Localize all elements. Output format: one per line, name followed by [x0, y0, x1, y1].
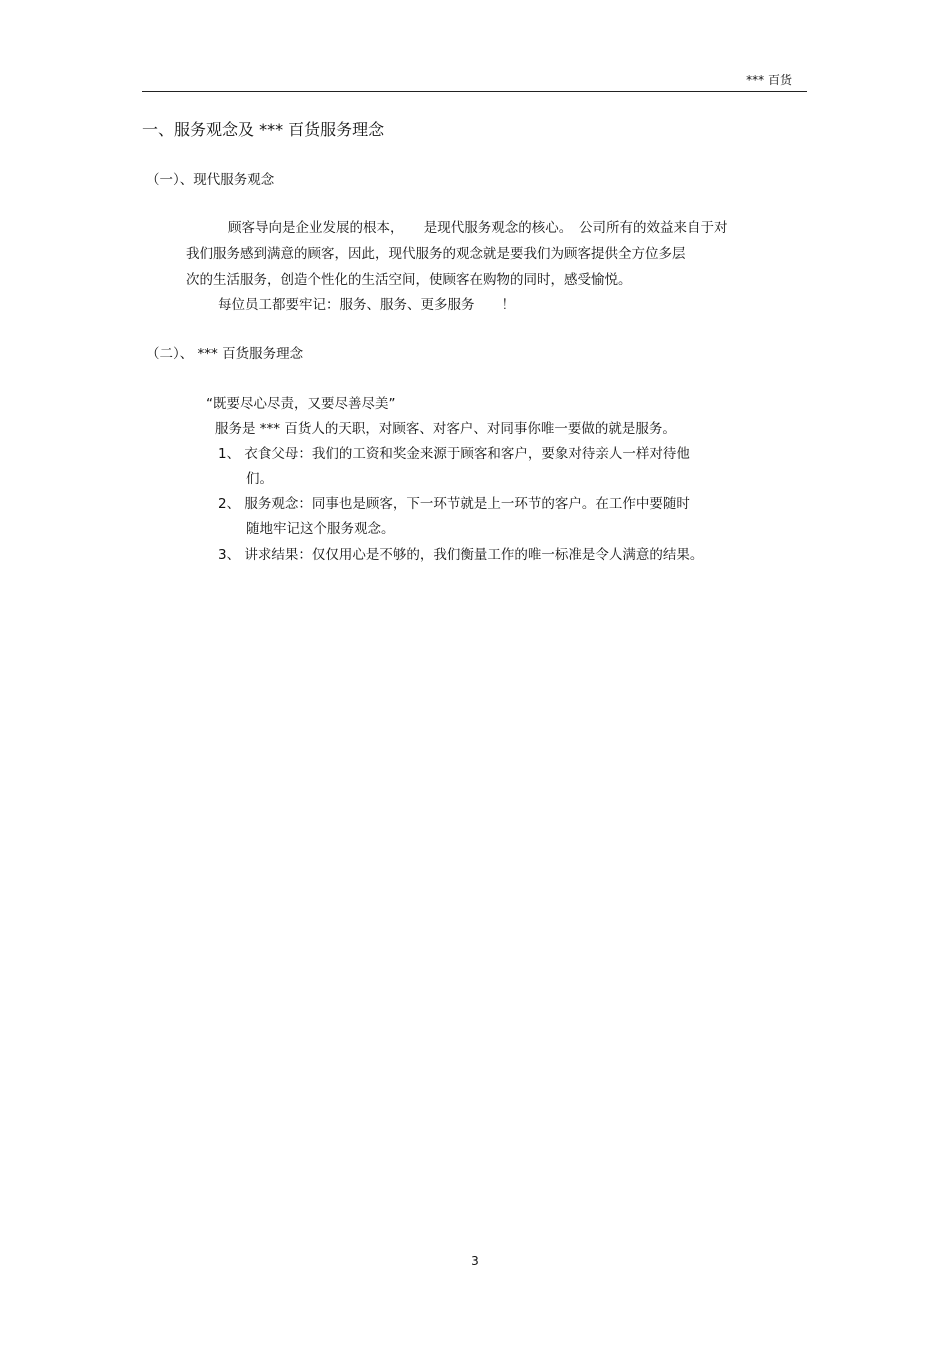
intro-line: 服务是 *** 百货人的天职，对顾客、对客户、对同事你唯一要做的就是服务。 [215, 421, 676, 437]
subsection-heading-service-philosophy: （二）、 *** 百货服务理念 [146, 346, 304, 362]
paragraph-line: 我们服务感到满意的顾客，因此，现代服务的观念就是要我们为顾客提供全方位多层 [186, 246, 686, 262]
list-item-line: 随地牢记这个服务观念。 [246, 521, 395, 537]
reminder-line: 每位员工都要牢记：服务、服务、更多服务 ！ [218, 297, 515, 313]
slogan-line: “既要尽心尽责，又要尽善尽美” [206, 396, 396, 412]
list-item-line: 们。 [246, 471, 273, 487]
list-item-line: 1、 衣食父母：我们的工资和奖金来源于顾客和客户，要象对待亲人一样对待他 [218, 446, 690, 462]
subsection-heading-modern-service: （一）、现代服务观念 [146, 172, 275, 188]
paragraph-line: 次的生活服务，创造个性化的生活空间，使顾客在购物的同时，感受愉悦。 [186, 272, 632, 288]
paragraph-line: 顾客导向是企业发展的根本， 是现代服务观念的核心。 公司所有的效益来自于对 [228, 220, 728, 236]
list-item-line: 2、 服务观念：同事也是顾客，下一环节就是上一环节的客户。在工作中要随时 [218, 496, 690, 512]
header-divider [142, 91, 807, 92]
page-header-title: *** 百货 [746, 73, 792, 87]
list-item-line: 3、 讲求结果：仅仅用心是不够的，我们衡量工作的唯一标准是令人满意的结果。 [218, 547, 704, 563]
page-number: 3 [471, 1254, 479, 1268]
section-heading: 一、服务观念及 *** 百货服务理念 [142, 120, 385, 139]
